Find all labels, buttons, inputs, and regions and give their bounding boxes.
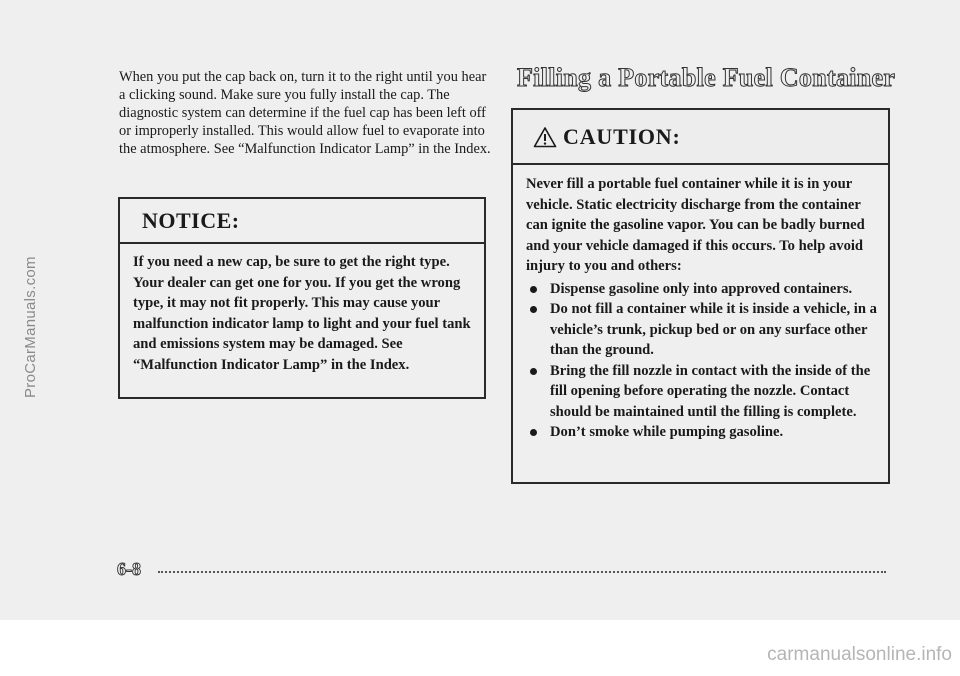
warning-triangle-icon	[533, 126, 557, 148]
caution-list	[526, 279, 878, 443]
bullet-icon	[530, 368, 537, 375]
caution-item-text: Do not fill a container while it is inside a vehicle, in a vehicle’s trunk, pickup bed or on any surface other than the ground.	[550, 301, 877, 358]
notice-header	[120, 199, 484, 244]
caution-header	[513, 110, 888, 165]
footer-rule	[158, 571, 886, 573]
section-title: Filling a Portable Fuel Container	[517, 63, 896, 92]
caution-title: CAUTION:	[563, 123, 681, 149]
notice-box	[118, 197, 486, 399]
caution-item	[526, 279, 878, 300]
intro-paragraph: When you put the cap back on, turn it to the right until you hear a clicking sound. Make sure you fully install the cap. The diagnostic system can determine if the fuel cap has been left off or improperly installed. This would allow fuel to evaporate into the atmosphere. See “Malfunction Indicator Lamp” in the Index.	[119, 69, 491, 157]
bullet-icon	[530, 306, 537, 313]
caution-item-text: Bring the fill nozzle in contact with the inside of the fill opening before operating the nozzle. Contact should be maintained until the filling is complete.	[550, 362, 871, 420]
caution-item	[526, 422, 878, 443]
side-watermark: ProCarManuals.com	[22, 256, 39, 398]
caution-item-text: Dispense gasoline only into approved containers.	[550, 280, 853, 297]
notice-body: If you need a new cap, be sure to get the right type. Your dealer can get one for you. If you get the wrong type, it may not fit properly. This may cause your malfunction indicator lamp to light and your fuel tank and emissions system may be damaged. See “Malfunction Indicator Lamp” in the Index.	[133, 254, 471, 373]
caution-item-text: Don’t smoke while pumping gasoline.	[550, 424, 784, 440]
caution-body	[513, 165, 888, 443]
caution-item	[526, 361, 878, 423]
bullet-icon	[530, 429, 537, 436]
notice-title: NOTICE:	[142, 207, 240, 233]
bottom-watermark: carmanualsonline.info	[767, 644, 952, 665]
caution-box	[511, 108, 890, 484]
page-number: 6-8	[117, 559, 141, 579]
caution-intro: Never fill a portable fuel container while it is in your vehicle. Static electricity discharge from the container can ignite the gasoline vapor. You can be badly burned and your vehicle damaged if this occurs. To help avoid injury to you and others:	[526, 176, 865, 274]
caution-item	[526, 299, 878, 361]
bullet-icon	[530, 286, 537, 293]
